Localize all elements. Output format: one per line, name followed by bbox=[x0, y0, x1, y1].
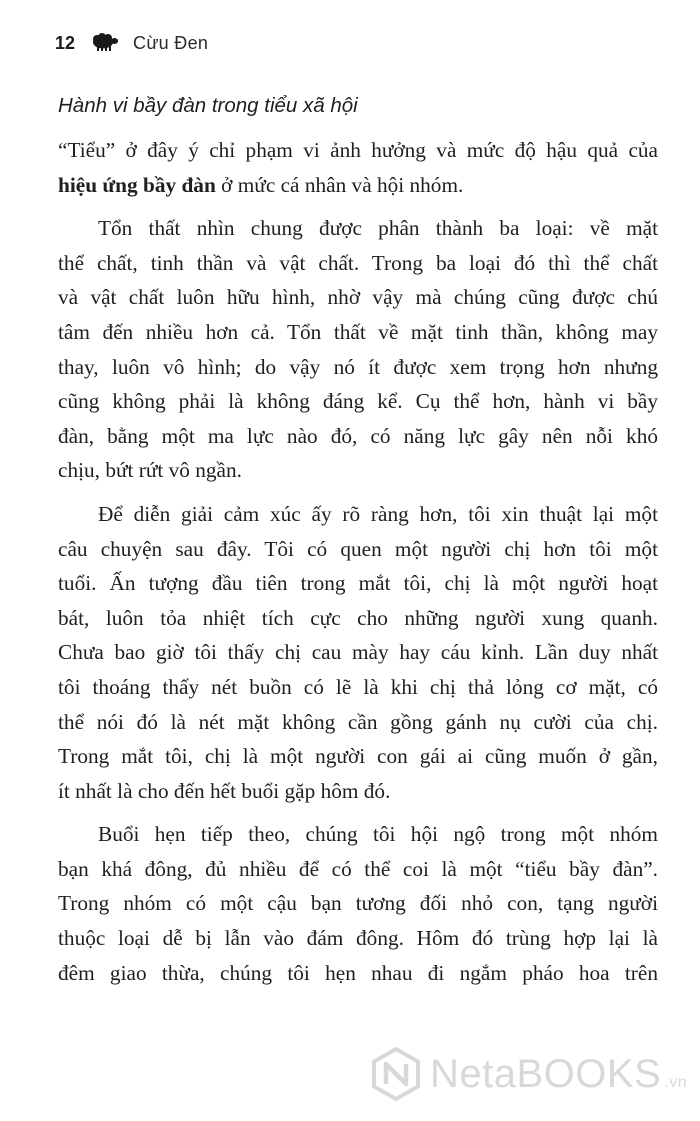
text-line: và vật chất luôn hữu hình, nhờ vậy mà chúng cũng được chú bbox=[58, 285, 658, 310]
emphasis-text: hiệu ứng bầy đàn bbox=[58, 172, 216, 197]
netabooks-logo-icon bbox=[368, 1046, 424, 1102]
text-line: “Tiểu” ở đây ý chỉ phạm vi ảnh hưởng và mức độ hậu quả của bbox=[58, 138, 658, 162]
text-line: câu chuyện sau đây. Tôi có quen một người chị hơn tôi một bbox=[58, 536, 658, 561]
paragraph bbox=[58, 133, 658, 202]
section-heading: Hành vi bầy đàn trong tiểu xã hội bbox=[58, 94, 358, 117]
text-line: Chưa bao giờ tôi thấy chị cau mày hay cáu kỉnh. Lần duy nhất bbox=[58, 640, 658, 665]
watermark-text: NetaBOOKS .vn bbox=[430, 1051, 688, 1096]
text-line: thay, luôn vô hình; do vậy nó ít được xem trọng hơn nhưng bbox=[58, 354, 658, 379]
text-line: bát, luôn tỏa nhiệt tích cực cho những người xung quanh. bbox=[58, 605, 658, 630]
body-text bbox=[58, 133, 658, 990]
text-line: chịu, bứt rứt vô ngần. bbox=[58, 458, 242, 483]
text-line: Buổi hẹn tiếp theo, chúng tôi hội ngộ trong một nhóm bbox=[98, 822, 658, 847]
text-line: ít nhất là cho đến hết buổi gặp hôm đó. bbox=[58, 778, 391, 803]
text-line: thể chất, tinh thần và vật chất. Trong ba loại đó thì thể chất bbox=[58, 250, 658, 275]
page-number: 12 bbox=[55, 32, 76, 53]
paragraph bbox=[58, 817, 658, 990]
sheep-icon bbox=[89, 33, 119, 53]
text-line: cũng không phải là không đáng kể. Cụ thể hơn, hành vi bầy bbox=[58, 389, 658, 414]
running-header bbox=[55, 28, 208, 58]
text-line: thuộc loại dễ bị lẫn vào đám đông. Hôm đó trùng hợp lại là bbox=[58, 926, 658, 951]
text-line: Trong mắt tôi, chị là một người con gái ai cũng muốn ở gần, bbox=[58, 744, 658, 769]
watermark bbox=[368, 1046, 687, 1102]
text-line: tâm đến nhiều hơn cả. Tổn thất về mặt tinh thần, không may bbox=[58, 319, 658, 344]
text-line: thể nói đó là nét mặt không cần gồng gánh nụ cười của chị. bbox=[58, 709, 658, 734]
text-line: bạn khá đông, đủ nhiều để có thể coi là một “tiểu bầy đàn”. bbox=[58, 856, 658, 881]
text-line: hiệu ứng bầy đàn ở mức cá nhân và hội nhóm. bbox=[58, 172, 464, 197]
text-line: Tổn thất nhìn chung được phân thành ba loại: về mặt bbox=[98, 216, 658, 241]
book-title: Cừu Đen bbox=[133, 32, 209, 53]
text-line: đàn, bằng một ma lực nào đó, có năng lực gây nên nỗi khó bbox=[58, 423, 658, 448]
text-line: Để diễn giải cảm xúc ấy rõ ràng hơn, tôi xin thuật lại một bbox=[98, 501, 658, 526]
text-line: Trong nhóm có một cậu bạn tương đối nhỏ con, tạng người bbox=[58, 891, 658, 916]
paragraph bbox=[58, 211, 658, 488]
paragraph bbox=[58, 497, 658, 808]
text-line: tôi thoáng thấy nét buồn có lẽ là khi chị thả lỏng cơ mặt, có bbox=[58, 674, 658, 699]
text-line: đêm giao thừa, chúng tôi hẹn nhau đi ngắm pháo hoa trên bbox=[58, 960, 658, 985]
text-line: tuổi. Ấn tượng đầu tiên trong mắt tôi, chị là một người hoạt bbox=[58, 571, 658, 596]
